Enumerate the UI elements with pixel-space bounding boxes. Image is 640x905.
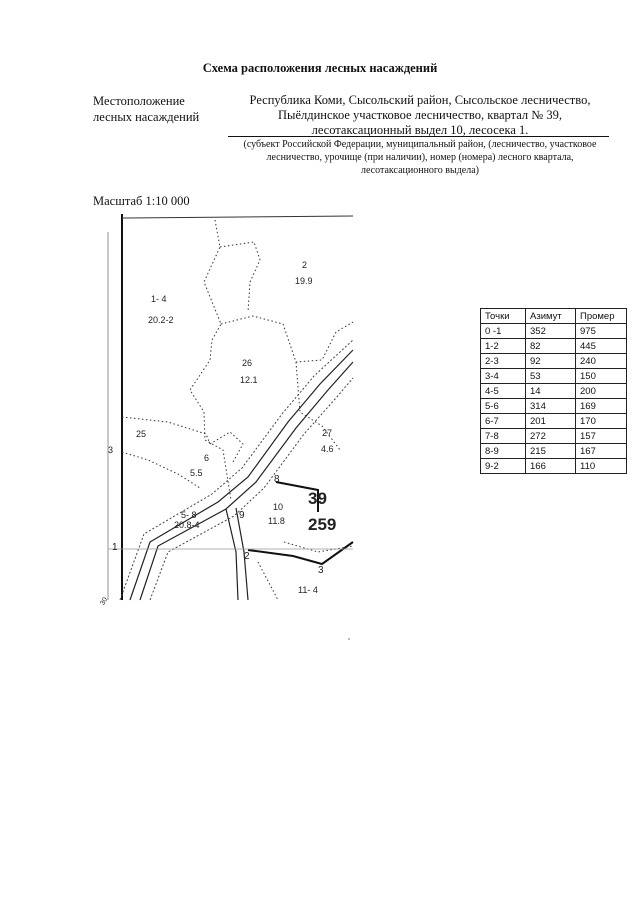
table-row — [481, 429, 627, 444]
table-cell: 8-9 — [481, 444, 526, 459]
table-cell: 110 — [576, 459, 627, 474]
table-cell: 5-6 — [481, 399, 526, 414]
compartment-boundaries — [122, 220, 353, 600]
document-title: Схема расположения лесных насаждений — [202, 61, 438, 75]
table-row — [481, 324, 627, 339]
label-adjacent-quarter: 259 — [308, 515, 337, 534]
quarter-boundary-top — [122, 216, 353, 218]
location-label-line: лесных насаждений — [93, 110, 200, 124]
label-corner-mark: 30 — [99, 596, 110, 607]
table-cell: 445 — [576, 339, 627, 354]
location-value-line: Республика Коми, Сысольский район, Сысольское лесничество, — [249, 93, 591, 107]
location-note — [226, 138, 614, 177]
table-header-azimuth: Азимут — [526, 309, 576, 324]
label-plot-5-8: 5- 8 — [181, 510, 197, 520]
table-cell: 14 — [526, 384, 576, 399]
label-plot-6: 6 — [204, 453, 210, 463]
table-row — [481, 354, 627, 369]
table-cell: 53 — [526, 369, 576, 384]
label-left-3: 3 — [108, 445, 114, 455]
table-row — [481, 414, 627, 429]
location-value — [226, 93, 614, 138]
table-cell: 6-7 — [481, 414, 526, 429]
table-cell: 170 — [576, 414, 627, 429]
table-row — [481, 384, 627, 399]
table-header-row — [481, 309, 627, 324]
table-row — [481, 399, 627, 414]
table-cell: 92 — [526, 354, 576, 369]
cutting-area-outline — [248, 482, 353, 564]
label-point-9: 9 — [239, 510, 245, 521]
table-cell: 167 — [576, 444, 627, 459]
label-plot-5-8-area: 20.8-4 — [174, 520, 200, 530]
table-cell: 4-5 — [481, 384, 526, 399]
location-note-line: лесотаксационного выдела) — [360, 165, 479, 176]
label-plot-26-area: 12.1 — [240, 375, 258, 385]
label-quarter-number: 39 — [308, 489, 327, 508]
table-row — [481, 339, 627, 354]
location-value-line: Пыёлдинское участковое лесничество, квартал № 39, — [278, 108, 562, 122]
label-point-2: 2 — [244, 551, 250, 562]
location-value-line: лесотаксационный выдел 10, лесосека 1. — [311, 123, 529, 137]
table-cell: 169 — [576, 399, 627, 414]
forest-plot-map — [99, 212, 353, 607]
label-plot-25: 25 — [136, 429, 147, 439]
table-cell: 215 — [526, 444, 576, 459]
table-cell: 975 — [576, 324, 627, 339]
table-cell: 0 -1 — [481, 324, 526, 339]
label-plot-27: 27 — [322, 428, 333, 438]
label-plot-1-4: 1- 4 — [151, 294, 167, 304]
table-cell: 3-4 — [481, 369, 526, 384]
table-header-distance: Промер — [576, 309, 627, 324]
label-plot-6-area: 5.5 — [190, 468, 203, 478]
table-cell: 352 — [526, 324, 576, 339]
table-row — [481, 369, 627, 384]
label-plot-27-area: 4.6 — [321, 444, 334, 454]
location-note-line: (субъект Российской Федерации, муниципальный район, (лесничество, участковое — [243, 139, 597, 150]
table-cell: 2-3 — [481, 354, 526, 369]
location-label — [93, 93, 233, 125]
location-label-line: Местоположение — [93, 94, 185, 108]
table-cell: 1-2 — [481, 339, 526, 354]
label-plot-10: 10 — [273, 502, 284, 512]
label-point-8: 8 — [274, 474, 280, 485]
table-cell: 7-8 — [481, 429, 526, 444]
scan-speck — [348, 638, 350, 640]
table-row — [481, 444, 627, 459]
table-cell: 150 — [576, 369, 627, 384]
table-cell: 9-2 — [481, 459, 526, 474]
label-plot-11-4: 11- 4 — [298, 585, 318, 595]
label-plot-1-4-area: 20.2-2 — [148, 315, 174, 325]
table-cell: 272 — [526, 429, 576, 444]
table-cell: 240 — [576, 354, 627, 369]
survey-table — [480, 308, 627, 474]
table-cell: 200 — [576, 384, 627, 399]
location-note-line: лесничество, урочище (при наличии), номер (номера) лесного квартала, — [266, 152, 574, 163]
label-point-3: 3 — [318, 565, 324, 576]
table-header-points: Точки — [481, 309, 526, 324]
table-cell: 166 — [526, 459, 576, 474]
label-point-1: 1 — [112, 542, 118, 553]
label-plot-10-area: 11.8 — [268, 516, 285, 526]
table-row — [481, 459, 627, 474]
label-plot-26: 26 — [242, 358, 253, 368]
table-cell: 201 — [526, 414, 576, 429]
table-cell: 314 — [526, 399, 576, 414]
label-plot-2: 2 — [302, 260, 308, 270]
table-cell: 82 — [526, 339, 576, 354]
table-cell: 157 — [576, 429, 627, 444]
label-plot-2-area: 19.9 — [295, 276, 313, 286]
location-underline — [228, 136, 609, 137]
map-scale: Масштаб 1:10 000 — [93, 194, 190, 208]
